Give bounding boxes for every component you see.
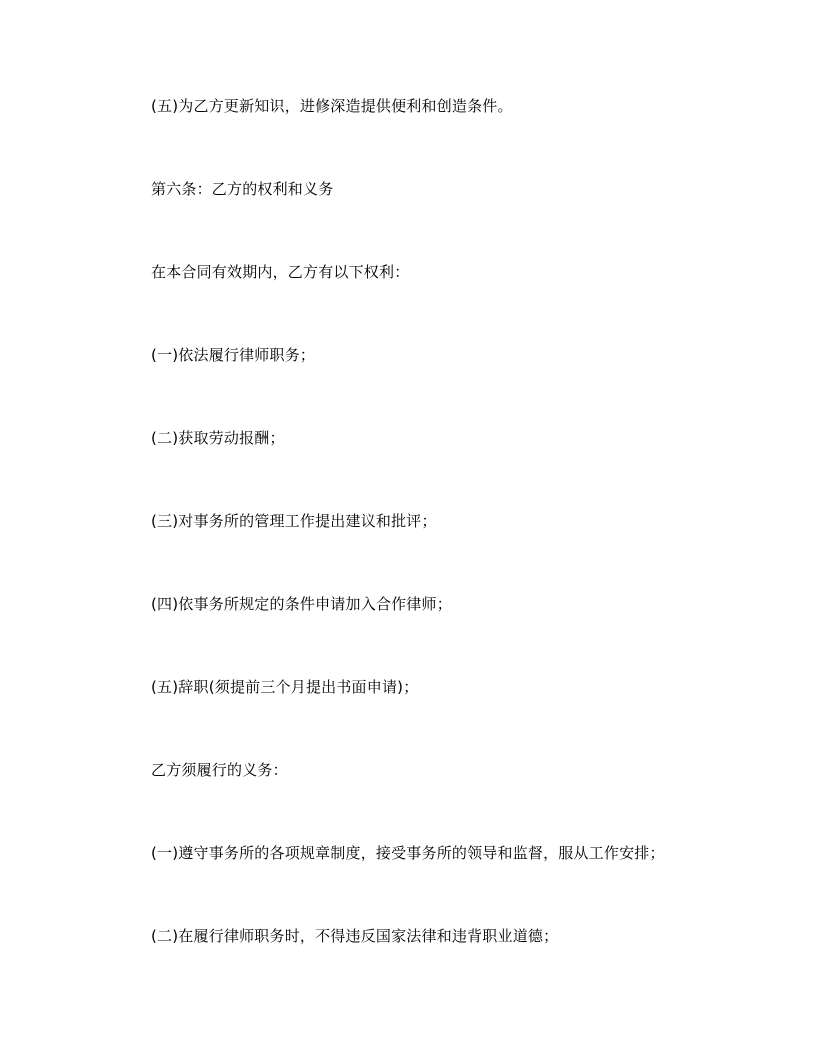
article-heading: 第六条：乙方的权利和义务 — [151, 180, 334, 198]
paragraph-9: 乙方须履行的义务： — [151, 761, 288, 779]
list-item: (三)对事务所的管理工作提出建议和批评； — [151, 512, 437, 530]
paragraph-3: 在本合同有效期内，乙方有以下权利： — [151, 263, 410, 281]
list-item: (二)在履行律师职务时，不得违反国家法律和违背职业道德； — [151, 927, 559, 945]
paragraph-1: (五)为乙方更新知识，进修深造提供便利和创造条件。 — [151, 97, 513, 115]
list-item: (一)遵守事务所的各项规章制度，接受事务所的领导和监督，服从工作安排； — [151, 844, 665, 862]
list-item: (二)获取劳动报酬； — [151, 429, 285, 447]
list-item: (五)辞职(须提前三个月提出书面申请)； — [151, 678, 419, 696]
list-item: (四)依事务所规定的条件申请加入合作律师； — [151, 595, 452, 613]
list-item: (一)依法履行律师职务； — [151, 346, 316, 364]
